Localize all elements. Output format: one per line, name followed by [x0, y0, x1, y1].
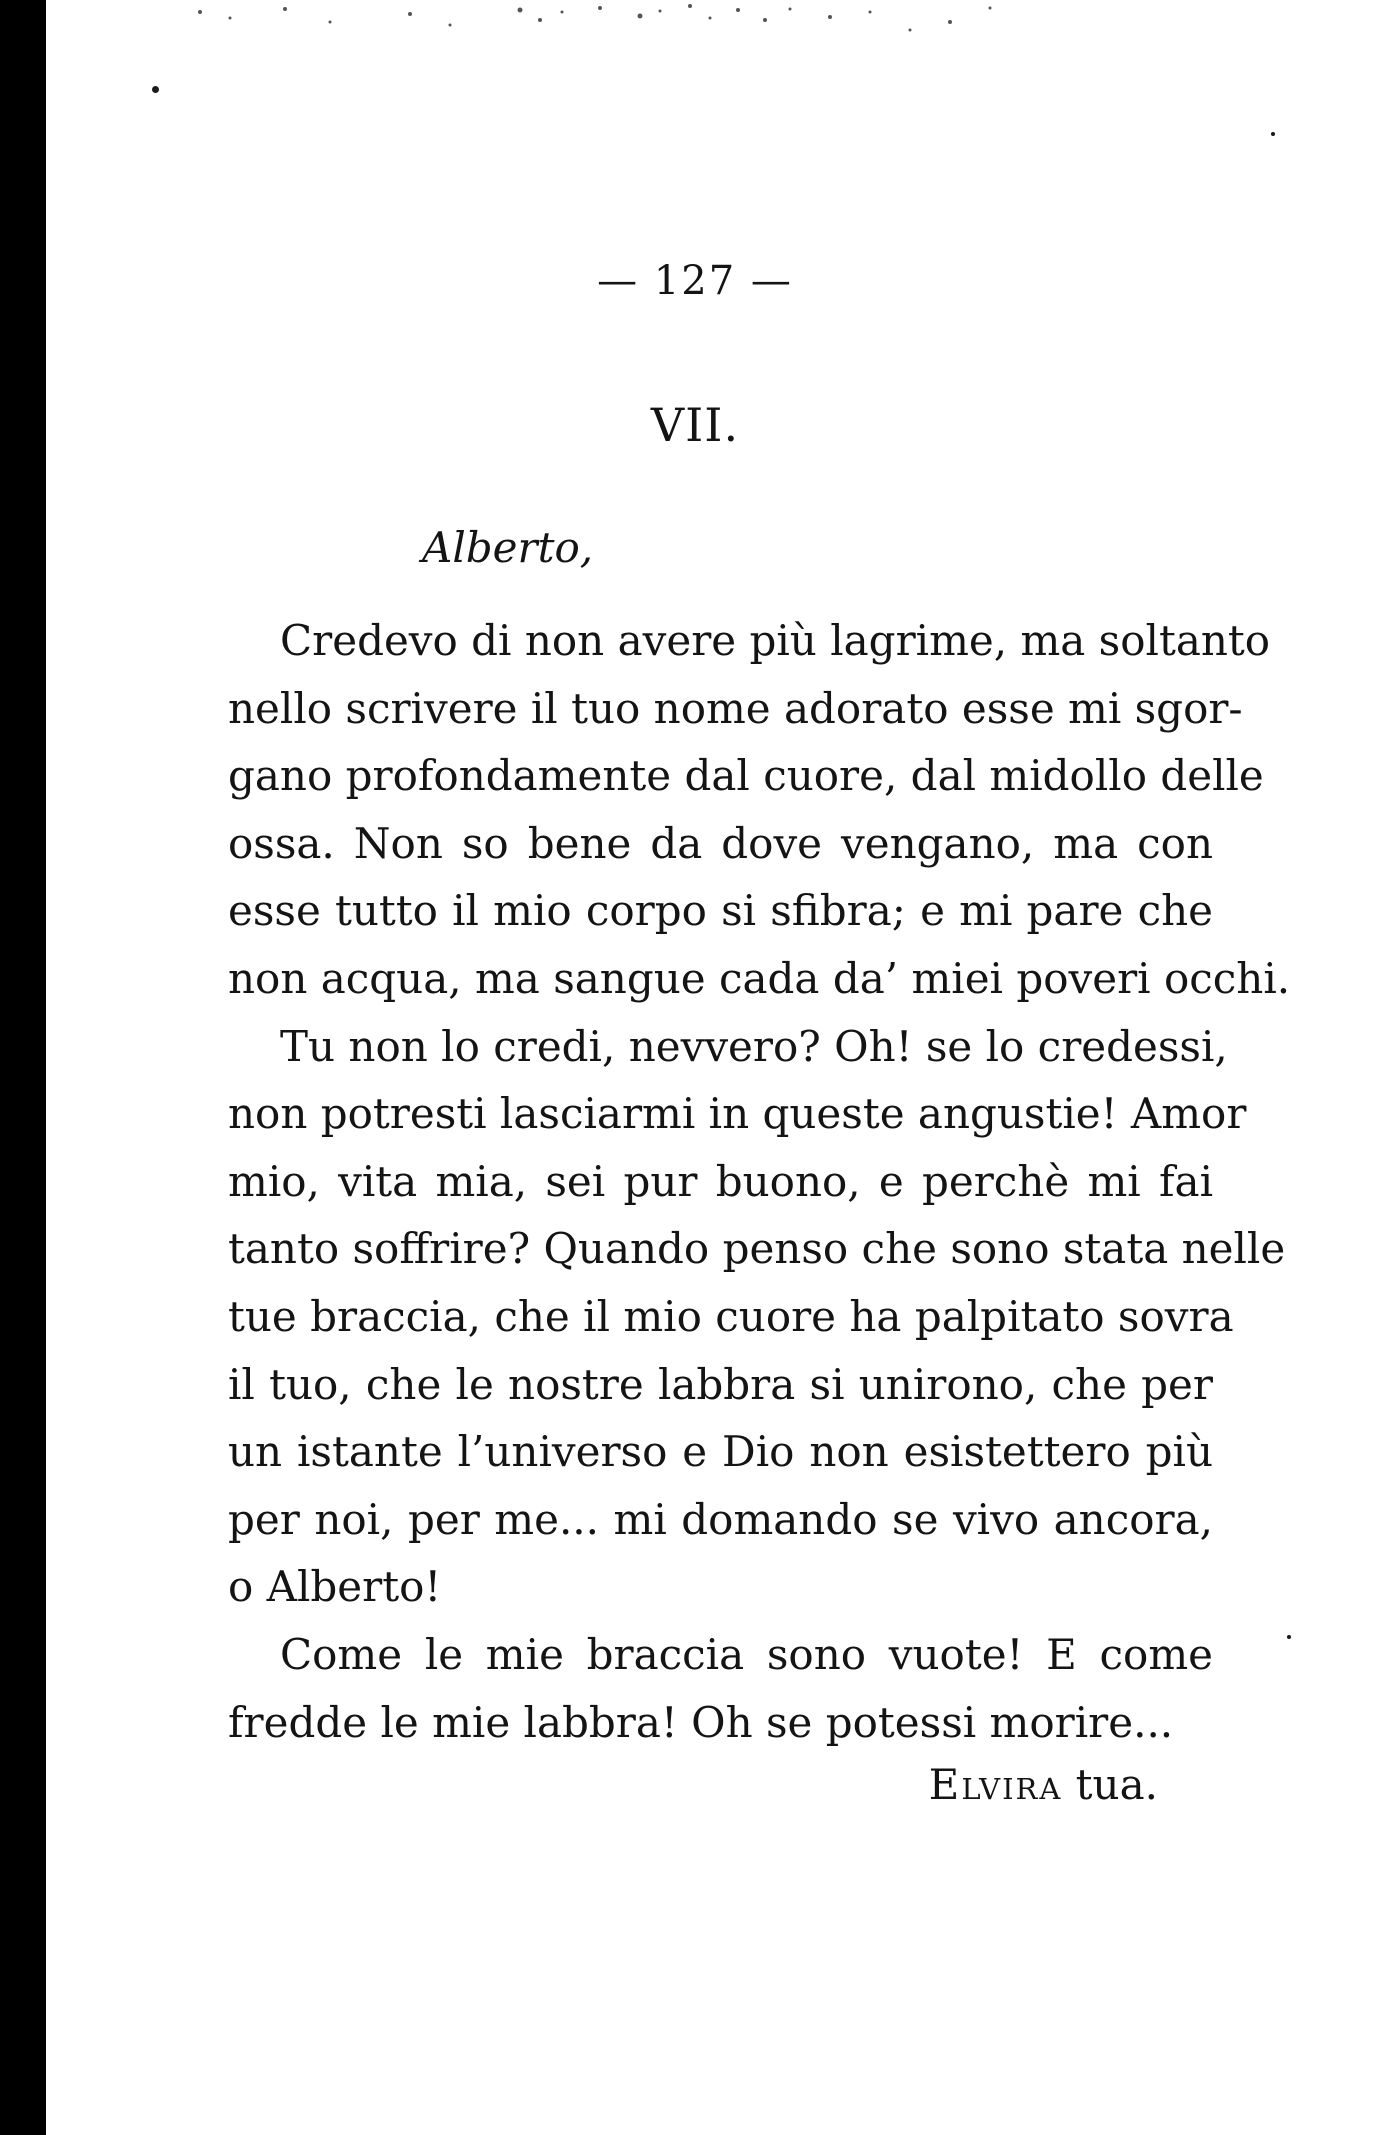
text-line: o Alberto! [228, 1562, 442, 1612]
text-line: Come le mie braccia sono vuote! E come [280, 1629, 1213, 1679]
text-line: Tu non lo credi, nevvero? Oh! se lo credessi, [280, 1021, 1228, 1071]
text-line: il tuo, che le nostre labbra si unirono, che per [228, 1359, 1213, 1409]
text-line: tanto soffrire? Quando penso che sono stata nelle [228, 1224, 1286, 1274]
scan-speck [1271, 132, 1275, 136]
chapter-heading: VII. [650, 398, 740, 452]
text-line: mio, vita mia, sei pur buono, e perchè mi fai [228, 1156, 1213, 1206]
scan-speck [1287, 1635, 1291, 1639]
page-number: — 127 — [597, 258, 793, 304]
text-line: Credevo di non avere più lagrime, ma soltanto [280, 616, 1271, 665]
scan-noise [190, 0, 1010, 60]
letter-signature [929, 1760, 1158, 1809]
text-line: gano profondamente dal cuore, dal midollo delle [228, 751, 1264, 801]
text-line: non potresti lasciarmi in queste angustie! Amor [228, 1089, 1247, 1139]
letter-salutation: Alberto, [422, 523, 594, 572]
text-line: un istante l’universo e Dio non esistettero più [228, 1427, 1213, 1477]
text-line: ossa. Non so bene da dove vengano, ma con [228, 818, 1213, 868]
text-line: esse tutto il mio corpo si sfibra; e mi pare che [228, 886, 1213, 936]
text-line: nello scrivere il tuo nome adorato esse mi sgor- [228, 683, 1243, 733]
text-line: tue braccia, che il mio cuore ha palpitato sovra [228, 1291, 1234, 1341]
signature-name: Elvira [928, 1760, 1063, 1809]
scan-binding-edge [0, 0, 46, 2135]
text-line: per noi, per me... mi domando se vivo ancora, [228, 1494, 1213, 1544]
signature-suffix: tua. [1075, 1760, 1158, 1809]
letter-body [228, 607, 1291, 1756]
scan-speck [152, 86, 159, 93]
text-line: non acqua, ma sangue cada da’ miei poveri occhi. [228, 953, 1291, 1003]
text-line: fredde le mie labbra! Oh se potessi morire... [228, 1697, 1174, 1747]
